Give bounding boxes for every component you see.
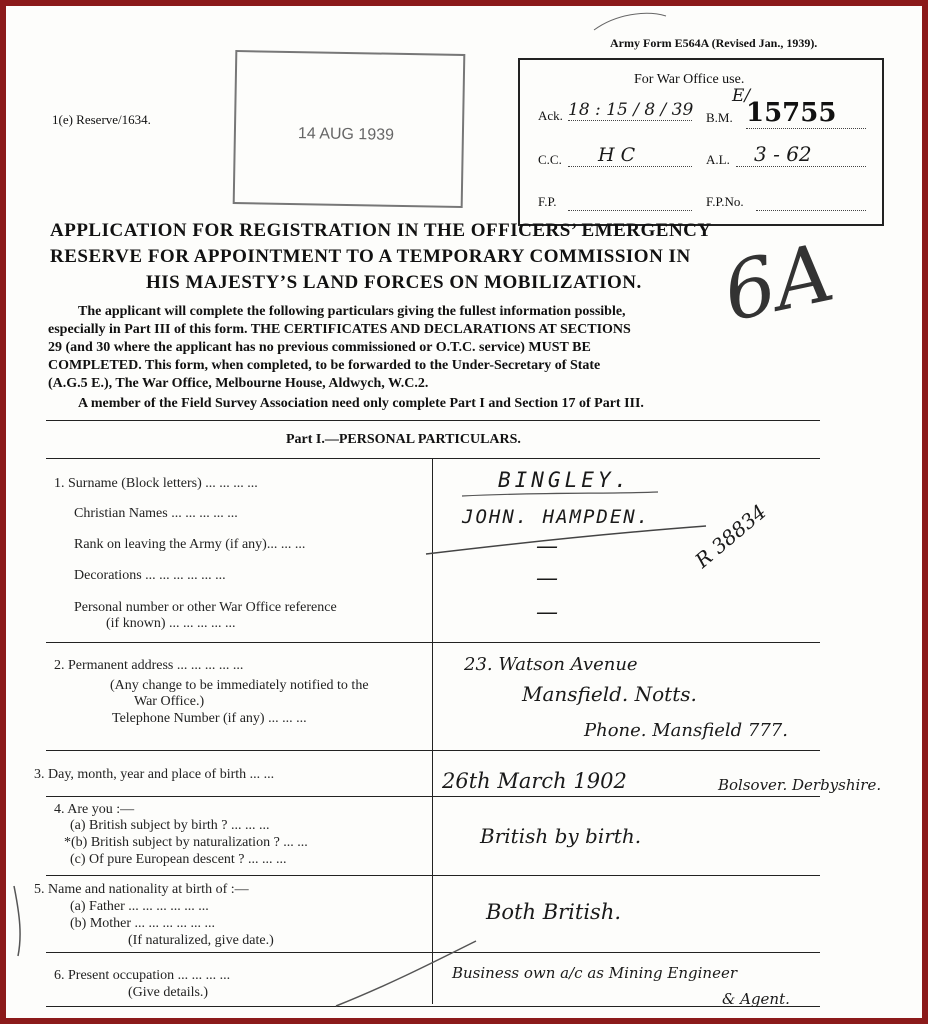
instructions-line-2: especially in Part III of this form. THE CERTIFICATES AND DECLARATIONS AT SECTIONS — [48, 322, 631, 337]
birth-date-answer: 26th March 1902 — [442, 769, 627, 793]
european-descent-label: (c) Of pure European descent ? ... ... ... — [70, 852, 287, 867]
subject-answer: British by birth. — [480, 824, 642, 848]
stroke-under-christian — [426, 526, 706, 554]
occupation-label: 6. Present occupation ... ... ... ... — [54, 968, 231, 983]
margin-note: R 38834 — [690, 499, 771, 573]
rule-part — [46, 458, 820, 459]
instructions-line-5: (A.G.5 E.), The War Office, Melbourne House, Aldwych, W.C.2. — [48, 376, 429, 391]
title-line-2: RESERVE FOR APPOINTMENT TO A TEMPORARY COMMISSION IN — [50, 246, 691, 267]
date-stamp — [233, 50, 466, 208]
al-label: A.L. — [706, 152, 730, 167]
rule-3 — [46, 796, 820, 797]
form-reference: Army Form E564A (Revised Jan., 1939). — [610, 36, 818, 50]
title-line-1: APPLICATION FOR REGISTRATION IN THE OFFICERS’ EMERGENCY — [50, 220, 712, 241]
rule-top — [46, 420, 820, 421]
rule-bottom — [46, 1006, 820, 1007]
are-you-label: 4. Are you :— — [54, 802, 135, 817]
cc-value: H C — [568, 144, 692, 167]
instructions-line-1: The applicant will complete the following particulars giving the fullest information possible, — [78, 304, 626, 319]
instructions-line-4: COMPLETED. This form, when completed, to be forwarded to the Under-Secretary of State — [48, 358, 601, 373]
surname-label: 1. Surname (Block letters) ... ... ... ... — [54, 476, 258, 491]
naturalized-note: (If naturalized, give date.) — [128, 933, 274, 948]
bm-label: B.M. — [706, 110, 733, 125]
fpno-label: F.P.No. — [706, 194, 744, 209]
nationality-label: 5. Name and nationality at birth of :— — [34, 882, 249, 897]
bm-annotation: E/ — [732, 86, 751, 106]
decorations-label: Decorations ... ... ... ... ... ... — [74, 568, 226, 583]
occupation-note: (Give details.) — [128, 985, 209, 1000]
decorations-answer: — — [536, 566, 558, 591]
father-label: (a) Father ... ... ... ... ... ... — [70, 899, 209, 914]
bm-value: 15755 — [746, 98, 866, 129]
british-naturalization-label: *(b) British subject by naturalization ? ... ... — [64, 835, 308, 850]
fpno-line — [756, 194, 866, 211]
ack-label: Ack. — [538, 108, 563, 123]
phone-answer: Phone. Mansfield 777. — [584, 720, 788, 741]
part-title: Part I.—PERSONAL PARTICULARS. — [286, 432, 521, 447]
address-label: 2. Permanent address ... ... ... ... ... — [54, 658, 244, 673]
occupation-answer-1: Business own a/c as Mining Engineer — [452, 964, 737, 982]
surname-answer: BINGLEY. — [498, 468, 632, 492]
personal-number-answer: — — [536, 600, 558, 625]
rule-5 — [46, 952, 820, 953]
birth-place-answer: Bolsover. Derbyshire. — [718, 776, 882, 794]
cc-label: C.C. — [538, 152, 562, 167]
stroke-surname-underline — [462, 492, 658, 496]
rule-4 — [46, 875, 820, 876]
big-annotation: 6A — [715, 225, 842, 340]
column-divider — [432, 458, 433, 1004]
rank-answer: — — [536, 534, 558, 559]
left-reference: 1(e) Reserve/1634. — [52, 112, 151, 127]
parents-answer: Both British. — [486, 900, 622, 924]
rank-label: Rank on leaving the Army (if any)... ... ... — [74, 537, 306, 552]
stroke-margin-left — [14, 886, 20, 956]
address-answer-1: 23. Watson Avenue — [464, 654, 638, 675]
telephone-label: Telephone Number (if any) ... ... ... — [112, 711, 307, 726]
ack-value: 18 : 15 / 8 / 39 — [568, 100, 694, 120]
christian-names-label: Christian Names ... ... ... ... ... — [74, 506, 238, 521]
address-note-1: (Any change to be immediately notified to the — [110, 678, 369, 693]
personal-number-label-2: (if known) ... ... ... ... ... — [106, 616, 236, 631]
fp-line — [568, 194, 692, 211]
mother-label: (b) Mother ... ... ... ... ... ... — [70, 916, 216, 931]
rule-1 — [46, 642, 820, 643]
personal-number-label: Personal number or other War Office reference — [74, 600, 337, 615]
stamp-date: 14 AUG 1939 — [297, 125, 395, 144]
office-box-title: For War Office use. — [634, 72, 745, 87]
birth-label: 3. Day, month, year and place of birth ... ... — [34, 767, 275, 782]
christian-names-answer: JOHN. HAMPDEN. — [462, 506, 651, 528]
instructions-line-6: A member of the Field Survey Association need only complete Part I and Section 17 of Part III. — [78, 396, 644, 411]
stroke-ack — [594, 13, 666, 30]
war-office-box — [518, 58, 884, 226]
address-note-2: War Office.) — [134, 694, 205, 709]
al-value: 3 - 62 — [736, 142, 866, 167]
british-birth-label: (a) British subject by birth ? ... ... ... — [70, 818, 270, 833]
occupation-answer-2: & Agent. — [722, 990, 790, 1008]
rule-2 — [46, 750, 820, 751]
fp-label: F.P. — [538, 194, 557, 209]
instructions-line-3: 29 (and 30 where the applicant has no previous commissioned or O.T.C. service) MUST BE — [48, 340, 591, 355]
title-line-3: HIS MAJESTY’S LAND FORCES ON MOBILIZATION. — [146, 272, 642, 293]
address-answer-2: Mansfield. Notts. — [522, 682, 697, 706]
